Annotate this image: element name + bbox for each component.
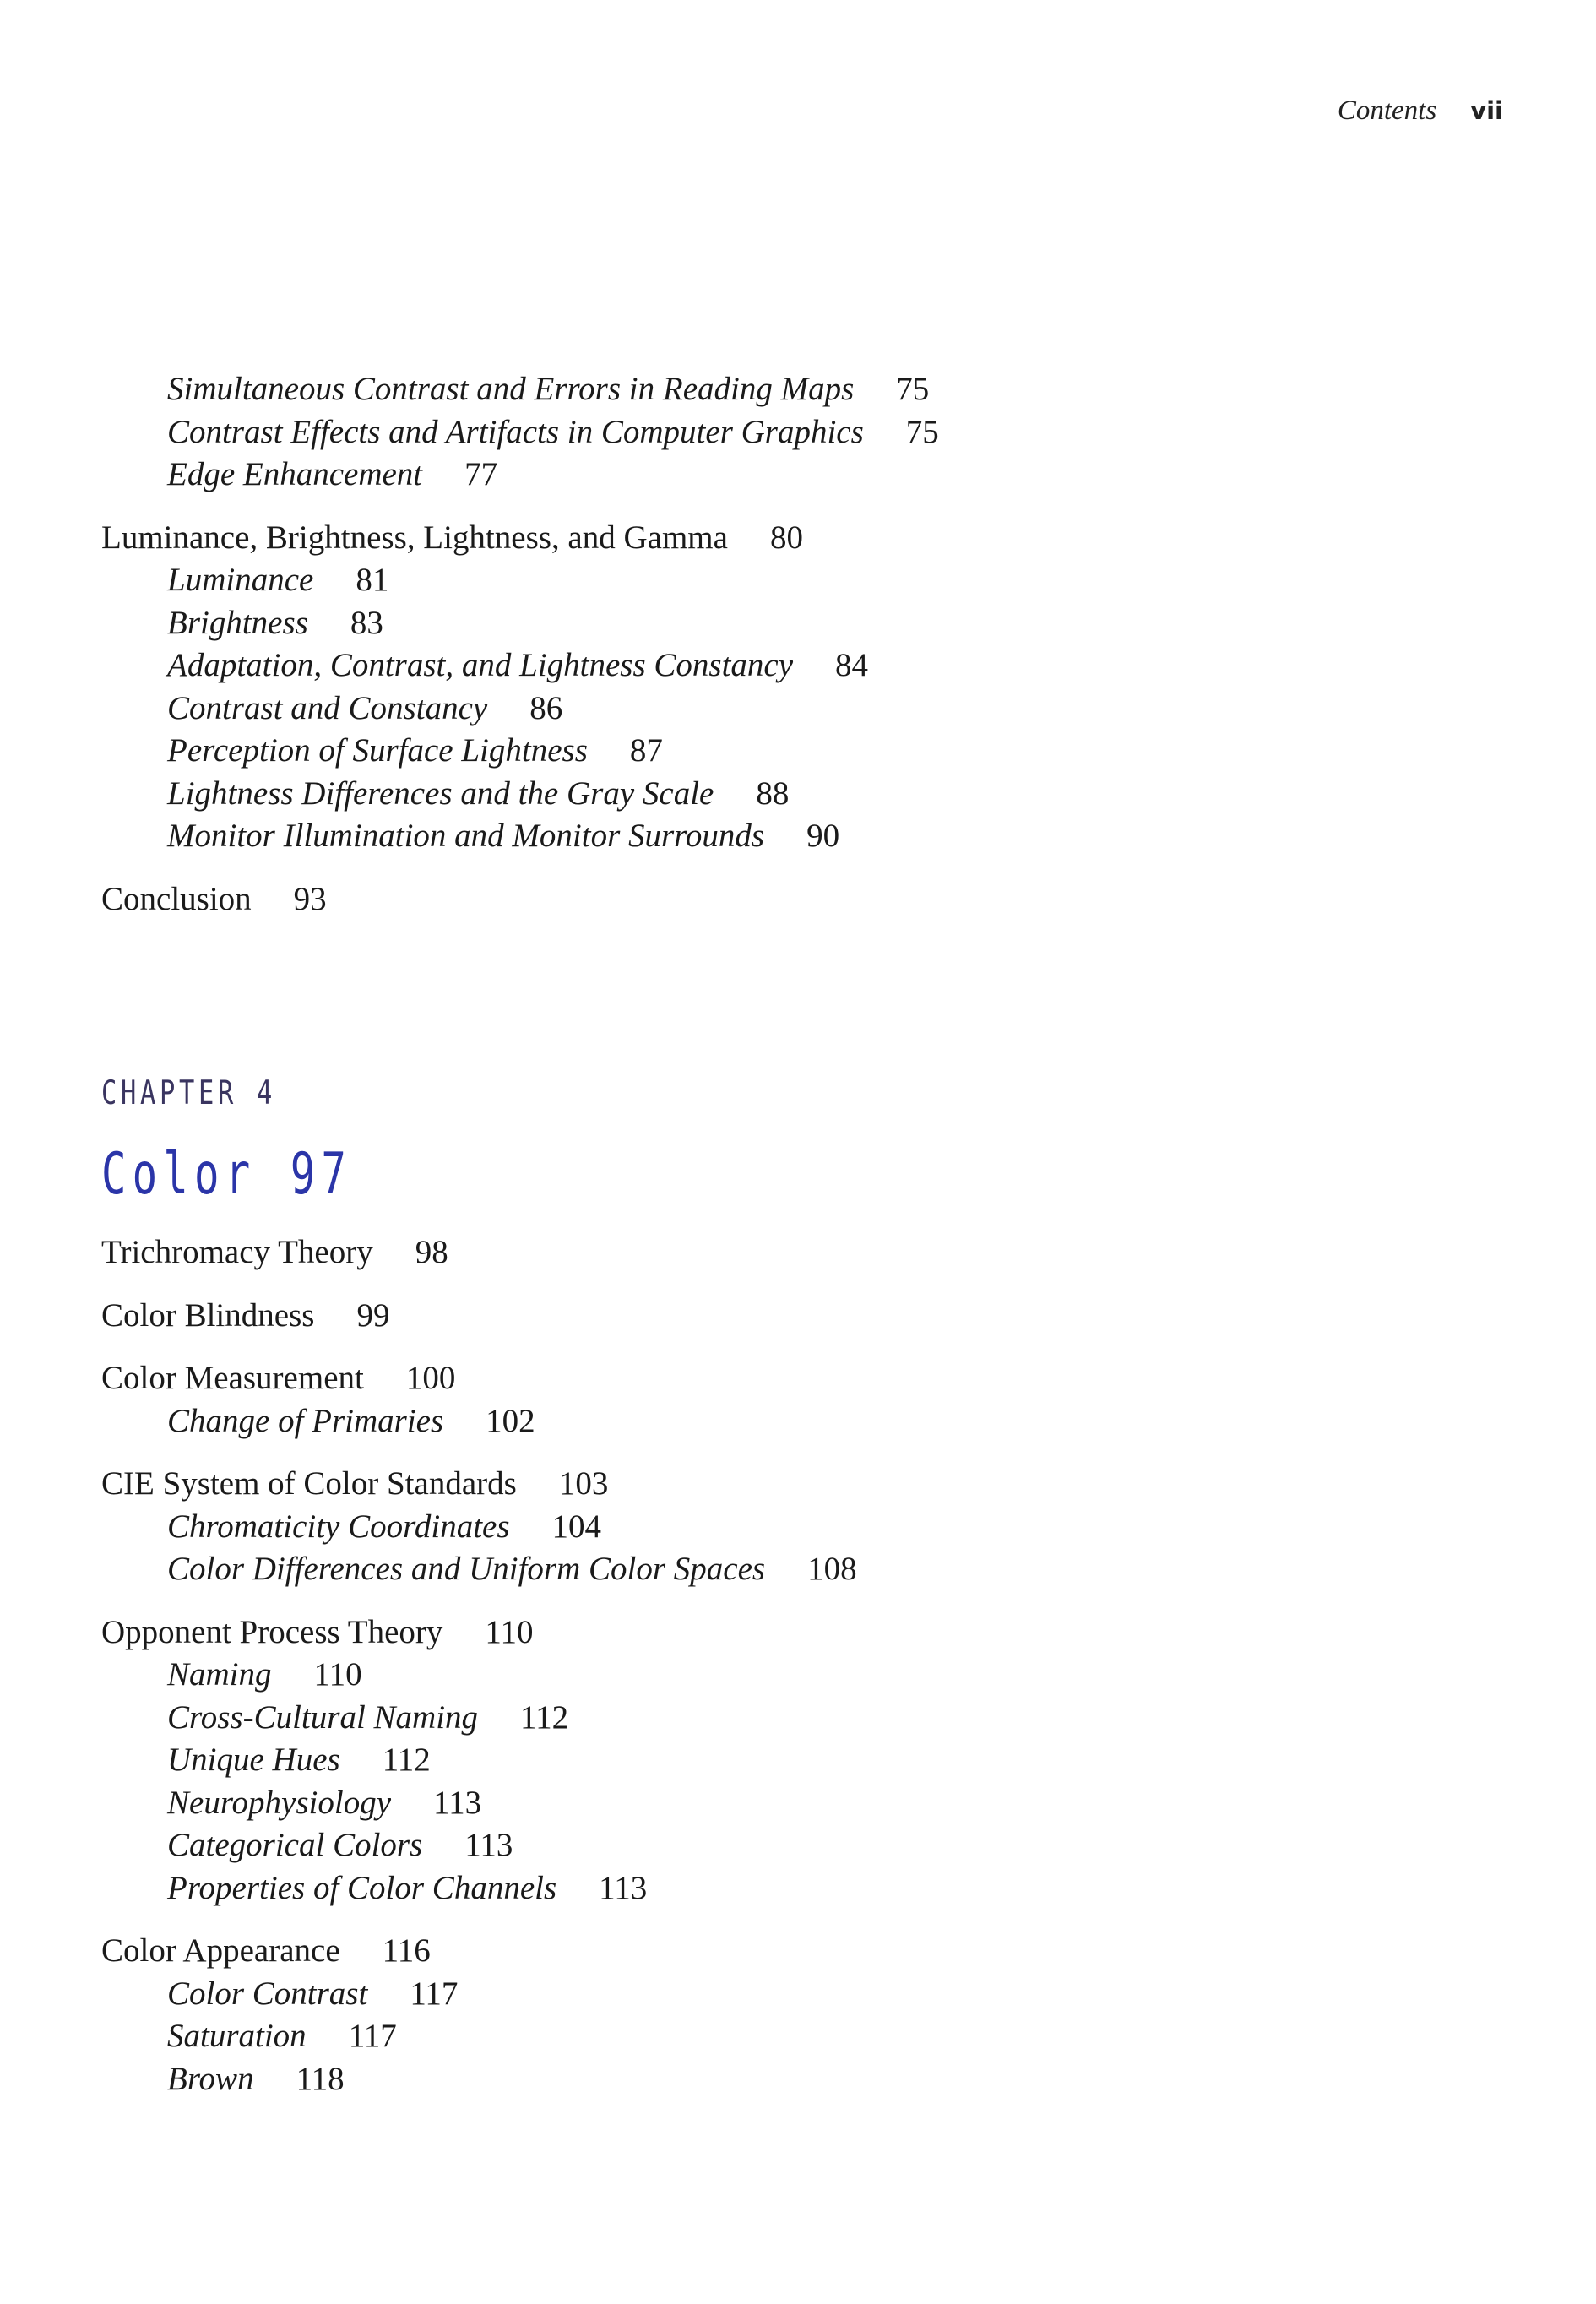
section-entry bbox=[101, 517, 1469, 560]
subsection-entry bbox=[101, 454, 1469, 497]
toc-chapter-4 bbox=[101, 1231, 1469, 2121]
toc-section bbox=[101, 1930, 1469, 2100]
toc-section bbox=[101, 1357, 1469, 1443]
section-entry bbox=[101, 1611, 1469, 1655]
toc-section bbox=[101, 1611, 1469, 1910]
running-head-label: Contents bbox=[1337, 95, 1437, 126]
subsection-title: Edge Enhancement bbox=[167, 456, 423, 492]
subsection-entry bbox=[101, 1973, 1469, 2016]
subsection-entry bbox=[101, 368, 1469, 411]
subsection-page: 104 bbox=[551, 1508, 602, 1545]
subsection-entry bbox=[101, 1506, 1469, 1549]
subsection-title: Contrast Effects and Artifacts in Computer Graphics bbox=[167, 413, 864, 450]
subsection-page: 117 bbox=[348, 2018, 397, 2054]
subsection-title: Properties of Color Channels bbox=[167, 1869, 557, 1906]
section-page: 80 bbox=[769, 519, 803, 556]
subsection-title: Cross-Cultural Naming bbox=[167, 1698, 479, 1736]
subsection-page: 86 bbox=[529, 689, 563, 726]
subsection-title: Lightness Differences and the Gray Scale bbox=[167, 774, 714, 812]
section-page: 116 bbox=[382, 1932, 431, 1969]
section-title: Color Blindness bbox=[101, 1296, 315, 1334]
subsection-entry bbox=[101, 559, 1469, 602]
section-title: Luminance, Brightness, Lightness, and Gamma bbox=[101, 519, 728, 556]
subsection-entry bbox=[101, 1867, 1469, 1910]
section-page: 110 bbox=[485, 1613, 534, 1650]
section-page: 100 bbox=[405, 1360, 456, 1396]
subsection-title: Brown bbox=[167, 2060, 254, 2097]
section-entry bbox=[101, 1357, 1469, 1400]
toc-section bbox=[101, 1463, 1469, 1591]
chapter-heading bbox=[101, 1074, 450, 1208]
toc-section bbox=[101, 368, 1469, 497]
section-title: Color Measurement bbox=[101, 1360, 364, 1396]
section-title: CIE System of Color Standards bbox=[101, 1465, 517, 1502]
subsection-title: Perception of Surface Lightness bbox=[167, 732, 588, 769]
subsection-page: 112 bbox=[520, 1698, 569, 1736]
subsection-entry bbox=[101, 644, 1469, 687]
subsection-title: Adaptation, Contrast, and Lightness Constancy bbox=[167, 647, 794, 683]
toc-section bbox=[101, 1231, 1469, 1274]
subsection-entry bbox=[101, 1697, 1469, 1740]
subsection-entry bbox=[101, 411, 1469, 454]
subsection-title: Color Differences and Uniform Color Spaces bbox=[167, 1551, 766, 1587]
subsection-entry bbox=[101, 773, 1469, 816]
subsection-title: Neurophysiology bbox=[167, 1784, 392, 1821]
section-entry bbox=[101, 1463, 1469, 1506]
subsection-page: 83 bbox=[350, 604, 383, 641]
subsection-page: 87 bbox=[629, 732, 663, 769]
toc-section bbox=[101, 878, 1469, 921]
subsection-title: Contrast and Constancy bbox=[167, 689, 488, 726]
subsection-page: 84 bbox=[835, 647, 869, 683]
toc-section bbox=[101, 1295, 1469, 1338]
subsection-entry bbox=[101, 1739, 1469, 1782]
section-page: 93 bbox=[293, 880, 327, 917]
subsection-page: 108 bbox=[807, 1551, 857, 1587]
subsection-page: 112 bbox=[382, 1742, 431, 1778]
subsection-entry bbox=[101, 1654, 1469, 1697]
subsection-page: 113 bbox=[464, 1827, 513, 1863]
section-title: Opponent Process Theory bbox=[101, 1613, 443, 1650]
subsection-page: 75 bbox=[896, 371, 930, 407]
subsection-title: Unique Hues bbox=[167, 1742, 340, 1778]
subsection-page: 90 bbox=[806, 818, 840, 854]
section-title: Conclusion bbox=[101, 880, 252, 917]
subsection-page: 113 bbox=[599, 1869, 648, 1906]
section-entry bbox=[101, 1231, 1469, 1274]
subsection-page: 81 bbox=[356, 562, 389, 598]
subsection-entry bbox=[101, 1400, 1469, 1443]
subsection-title: Luminance bbox=[167, 562, 314, 598]
subsection-title: Color Contrast bbox=[167, 1975, 368, 2012]
running-head bbox=[1338, 93, 1503, 127]
subsection-entry bbox=[101, 2015, 1469, 2058]
subsection-entry bbox=[101, 2058, 1469, 2101]
section-page: 99 bbox=[356, 1296, 390, 1334]
subsection-title: Change of Primaries bbox=[167, 1402, 444, 1439]
subsection-entry bbox=[101, 1824, 1469, 1867]
subsection-title: Monitor Illumination and Monitor Surrounds bbox=[167, 818, 765, 854]
subsection-title: Naming bbox=[167, 1656, 272, 1693]
subsection-title: Brightness bbox=[167, 604, 308, 641]
subsection-page: 110 bbox=[313, 1656, 362, 1693]
section-entry bbox=[101, 878, 1469, 921]
section-entry bbox=[101, 1930, 1469, 1973]
subsection-page: 118 bbox=[296, 2060, 345, 2097]
subsection-entry bbox=[101, 1782, 1469, 1825]
subsection-page: 117 bbox=[410, 1975, 459, 2012]
subsection-entry bbox=[101, 1548, 1469, 1591]
subsection-entry bbox=[101, 602, 1469, 645]
toc-continued bbox=[101, 368, 1469, 941]
chapter-title bbox=[101, 1141, 352, 1208]
subsection-title: Simultaneous Contrast and Errors in Reading Maps bbox=[167, 371, 855, 407]
subsection-page: 88 bbox=[756, 774, 790, 812]
subsection-entry bbox=[101, 687, 1469, 731]
page-number: vii bbox=[1470, 96, 1503, 125]
subsection-page: 113 bbox=[433, 1784, 482, 1821]
subsection-title: Saturation bbox=[167, 2018, 307, 2054]
subsection-page: 75 bbox=[905, 413, 939, 450]
section-page: 98 bbox=[415, 1234, 448, 1270]
chapter-page: 97 bbox=[290, 1141, 353, 1208]
subsection-title: Chromaticity Coordinates bbox=[167, 1508, 510, 1545]
subsection-entry bbox=[101, 730, 1469, 773]
section-page: 103 bbox=[558, 1465, 609, 1502]
toc-section bbox=[101, 517, 1469, 858]
section-entry bbox=[101, 1295, 1469, 1338]
section-title: Color Appearance bbox=[101, 1932, 340, 1969]
subsection-page: 102 bbox=[486, 1402, 535, 1439]
chapter-label: CHAPTER 4 bbox=[101, 1074, 276, 1112]
section-title: Trichromacy Theory bbox=[101, 1234, 373, 1270]
chapter-title-text: Color bbox=[101, 1141, 257, 1208]
subsection-title: Categorical Colors bbox=[167, 1827, 423, 1863]
subsection-entry bbox=[101, 815, 1469, 858]
subsection-page: 77 bbox=[464, 456, 498, 492]
